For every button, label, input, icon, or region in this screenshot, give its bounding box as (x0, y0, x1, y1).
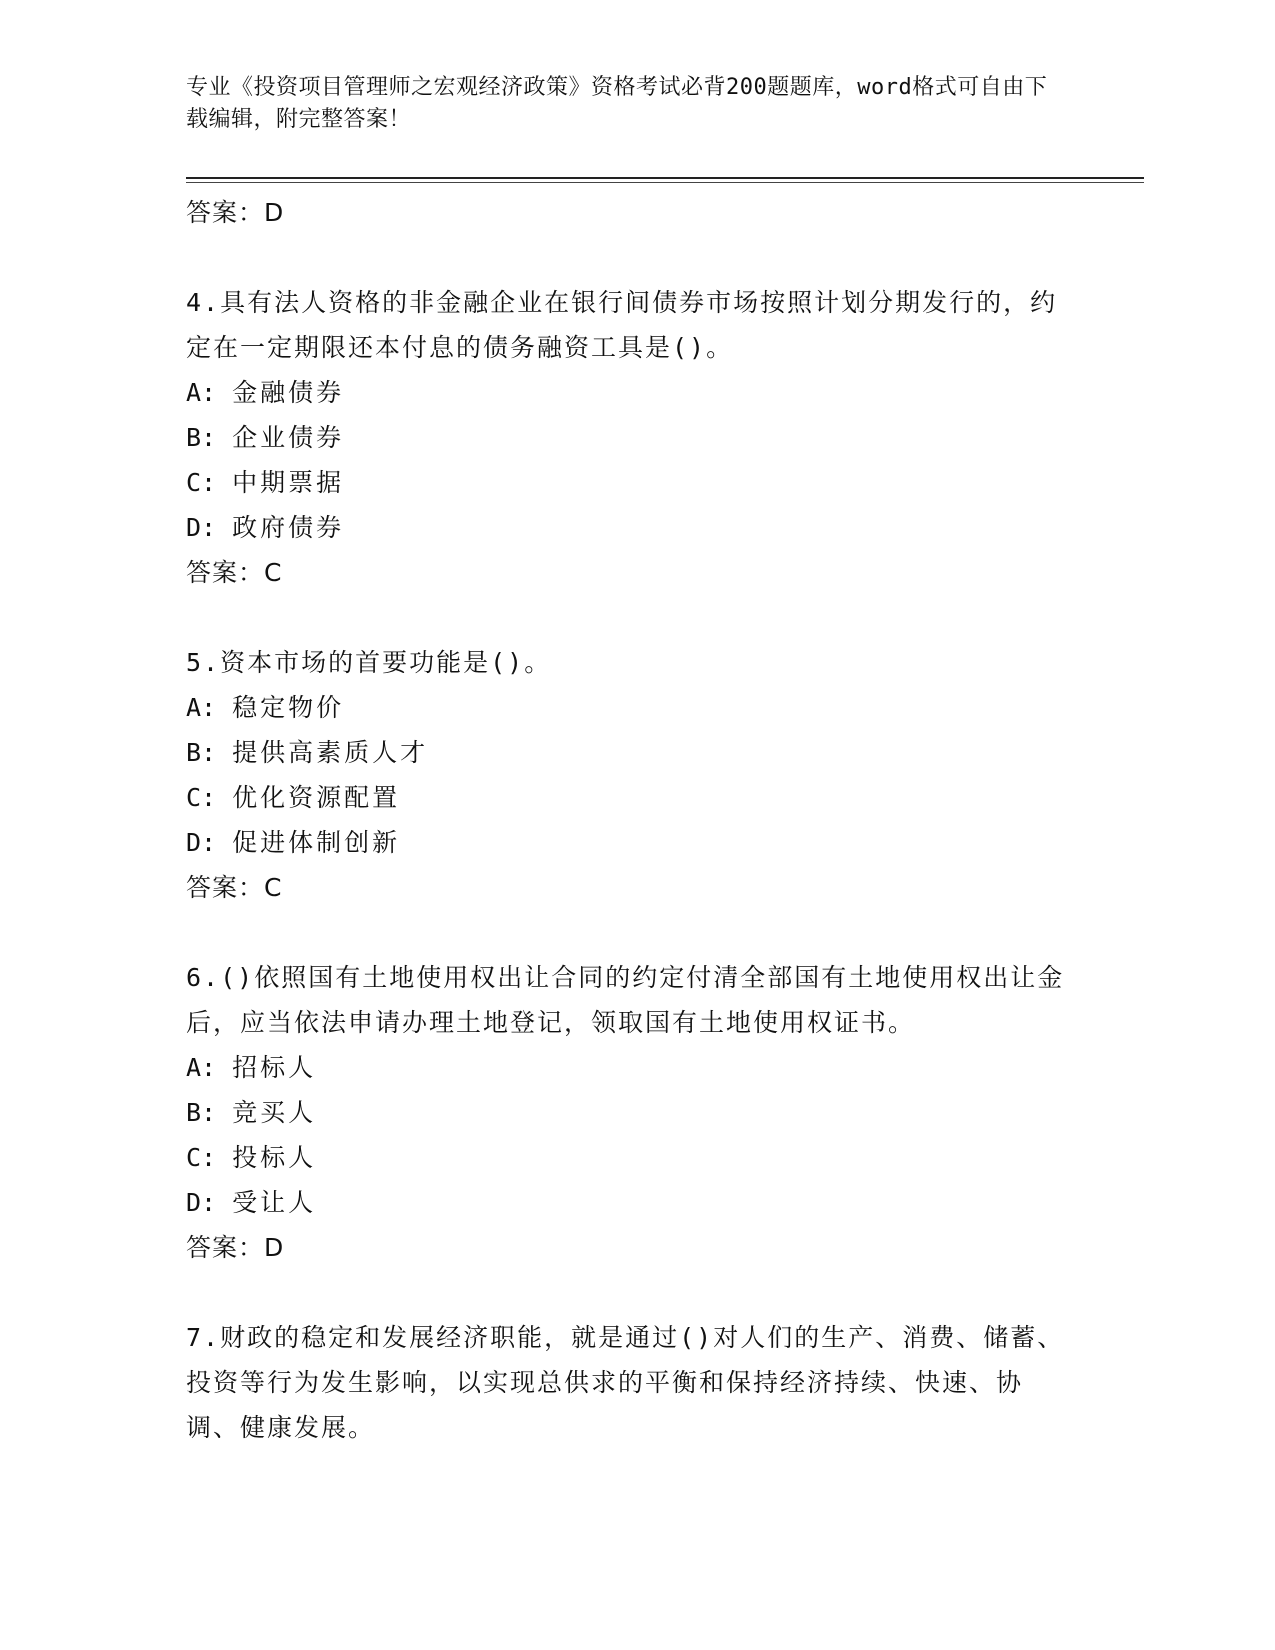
option-d (186, 505, 1066, 550)
option-a (186, 685, 1066, 730)
option-label: A: (186, 378, 217, 407)
question-stem: 7.财政的稳定和发展经济职能，就是通过()对人们的生产、消费、储蓄、投资等行为发生影响，以实现总供求的平衡和保持经济持续、快速、协调、健康发展。 (186, 1323, 1065, 1442)
header-rule-thick (186, 177, 1144, 179)
question-block (186, 640, 1066, 911)
option-label: C: (186, 783, 217, 812)
option-c (186, 1135, 1066, 1180)
option-label: D: (186, 1188, 217, 1217)
option-text: 企业债券 (232, 423, 345, 452)
option-c (186, 775, 1066, 820)
option-a (186, 1045, 1066, 1090)
spacer (186, 236, 1066, 280)
question-stem: 5.资本市场的首要功能是()。 (186, 648, 552, 677)
option-label: C: (186, 468, 217, 497)
option-label: A: (186, 1053, 217, 1082)
question-block (186, 955, 1066, 1271)
option-b (186, 1090, 1066, 1135)
option-text: 优化资源配置 (232, 783, 401, 812)
spacer (186, 1271, 1066, 1315)
option-d (186, 1180, 1066, 1225)
spacer (186, 911, 1066, 955)
answer-line: 答案：D (186, 1233, 285, 1262)
option-text: 投标人 (232, 1143, 317, 1172)
option-label: A: (186, 693, 217, 722)
question-block (186, 1315, 1066, 1450)
option-text: 金融债券 (232, 378, 345, 407)
option-b (186, 730, 1066, 775)
answer-line: 答案：D (186, 198, 285, 227)
question-block (186, 280, 1066, 596)
document-header: 专业《投资项目管理师之宏观经济政策》资格考试必背200题题库，word格式可自由下载编辑，附完整答案！ (186, 75, 1048, 132)
option-text: 稳定物价 (232, 693, 345, 722)
question-stem: 6.()依照国有土地使用权出让合同的约定付清全部国有土地使用权出让金后，应当依法申请办理土地登记，领取国有土地使用权证书。 (186, 963, 1065, 1037)
option-b (186, 415, 1066, 460)
header-rule-thin (186, 182, 1144, 183)
option-text: 政府债券 (232, 513, 345, 542)
answer-line: 答案：C (186, 558, 283, 587)
question-list (186, 190, 1066, 1450)
question-stem: 4.具有法人资格的非金融企业在银行间债券市场按照计划分期发行的，约定在一定期限还本付息的债务融资工具是()。 (186, 288, 1058, 362)
option-text: 提供高素质人才 (232, 738, 429, 767)
option-label: B: (186, 738, 217, 767)
option-label: B: (186, 1098, 217, 1127)
option-label: D: (186, 513, 217, 542)
option-label: B: (186, 423, 217, 452)
option-text: 竞买人 (232, 1098, 317, 1127)
answer-line: 答案：C (186, 873, 283, 902)
option-label: C: (186, 1143, 217, 1172)
spacer (186, 596, 1066, 640)
option-a (186, 370, 1066, 415)
option-text: 中期票据 (232, 468, 345, 497)
option-text: 招标人 (232, 1053, 317, 1082)
option-text: 受让人 (232, 1188, 317, 1217)
option-c (186, 460, 1066, 505)
option-d (186, 820, 1066, 865)
option-label: D: (186, 828, 217, 857)
option-text: 促进体制创新 (232, 828, 401, 857)
